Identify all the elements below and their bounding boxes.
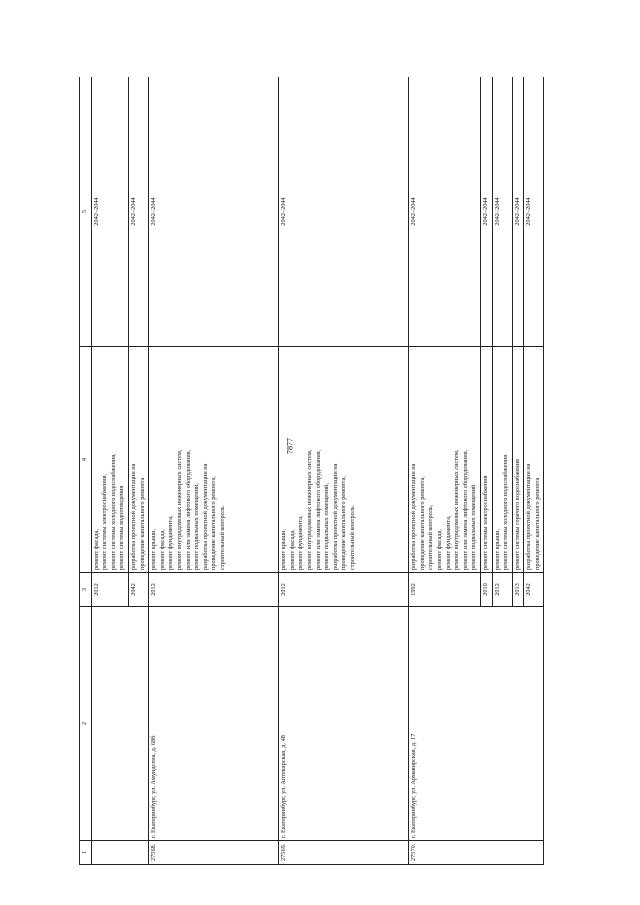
planned-period-cell: 2042–2044 — [492, 77, 512, 347]
work-item: разработка проектной документации на — [129, 463, 137, 570]
work-item: ремонт внутридомовых инженерных систем, — [453, 449, 461, 570]
planned-period-cell: 2042–2044 — [512, 77, 524, 347]
work-item: ремонт или замена лифтового оборудования, — [461, 449, 469, 570]
work-item: ремонт крыши, — [150, 528, 158, 570]
work-item: проведение капитального ремонта, — [340, 476, 348, 570]
table-row — [279, 77, 409, 865]
row-number: 27570. — [409, 841, 544, 865]
work-item: ремонт фундамента, — [297, 515, 305, 570]
table-row — [149, 77, 279, 865]
work-item: ремонт системы горячего водоснабжения — [513, 459, 521, 570]
work-item: ремонт системы холодного водоснабжения, — [109, 453, 117, 570]
row-number — [91, 841, 149, 865]
commission-year-cell: 2013 — [512, 573, 524, 607]
header-row — [80, 77, 92, 865]
work-item: ремонт фасада, — [435, 529, 443, 570]
works-cell — [91, 347, 128, 573]
work-item: ремонт системы электроснабжения — [481, 475, 489, 570]
commission-year-cell: 2012 — [279, 573, 409, 607]
commission-year-cell: 2012 — [91, 573, 128, 607]
repair-schedule-table — [79, 77, 544, 865]
works-cell — [279, 347, 409, 573]
work-item: ремонт системы холодного водоснабжения — [502, 454, 510, 570]
header-cell: 3 — [80, 573, 92, 607]
commission-year-cell: 1992 — [409, 573, 481, 607]
work-item: ремонт фундамента, — [444, 515, 452, 570]
works-cell — [492, 347, 512, 573]
works-cell — [149, 347, 279, 573]
work-item: ремонт внутридомовых инженерных систем, — [305, 449, 313, 570]
works-cell — [524, 347, 544, 573]
rotated-table-area — [79, 77, 601, 865]
work-item: ремонт фундамента, — [167, 515, 175, 570]
header-cell: 2 — [80, 607, 92, 841]
works-cell — [512, 347, 524, 573]
work-item: разработка проектной документации на — [410, 463, 418, 570]
row-number: 27568. — [149, 841, 279, 865]
table-body — [80, 77, 544, 865]
work-item: проведение капитального ремонта — [138, 477, 146, 570]
address-cell: г. Екатеринбург, ул. Армавирская, д. 17 — [409, 607, 544, 841]
commission-year-cell: 2010 — [480, 573, 492, 607]
page-number: 7877 — [285, 438, 295, 454]
work-item: разработка проектной документации на — [525, 463, 533, 570]
commission-year-cell: 2012 — [149, 573, 279, 607]
planned-period-cell: 2042–2044 — [480, 77, 492, 347]
address-cell: г. Екатеринбург, ул. Аптекарская, д. 48 — [279, 607, 409, 841]
works-cell — [480, 347, 492, 573]
register-sheet — [79, 77, 601, 865]
address-cell — [91, 607, 149, 841]
work-item: разработка проектной документации на — [331, 463, 339, 570]
work-item: ремонт крыши, — [493, 528, 501, 570]
work-item: ремонт подвальных помещений, — [193, 483, 201, 570]
table-row — [91, 77, 128, 865]
work-item: ремонт системы водоотведения — [118, 485, 126, 570]
work-item: проведение капитального ремонта — [533, 477, 541, 570]
header-cell: 1 — [80, 841, 92, 865]
work-item: строительный контроль — [218, 506, 226, 570]
header-cell: 4 — [80, 347, 92, 573]
planned-period-cell: 2042–2044 — [128, 77, 148, 347]
commission-year-cell: 2042 — [128, 573, 148, 607]
works-cell — [409, 347, 481, 573]
work-item: ремонт крыши, — [280, 528, 288, 570]
work-item: ремонт системы электроснабжения, — [101, 473, 109, 570]
row-number: 27569. — [279, 841, 409, 865]
header-cell: 5 — [80, 77, 92, 347]
work-item: ремонт внутридомовых инженерных систем, — [175, 449, 183, 570]
work-item: ремонт или замена лифтового оборудования, — [184, 449, 192, 570]
planned-period-cell: 2042–2044 — [91, 77, 128, 347]
commission-year-cell: 2012 — [492, 573, 512, 607]
work-item: разработка проектной документации на — [201, 463, 209, 570]
work-item: проведение капитального ремонта, — [418, 476, 426, 570]
planned-period-cell: 2042–2044 — [409, 77, 481, 347]
planned-period-cell: 2042–2044 — [149, 77, 279, 347]
work-item: ремонт фасада, — [288, 529, 296, 570]
work-item: ремонт фасада, — [158, 529, 166, 570]
work-item: строительный контроль — [348, 506, 356, 570]
planned-period-cell: 2042–2044 — [524, 77, 544, 347]
address-cell: г. Екатеринбург, ул. Амундсена, д. 68б — [149, 607, 279, 841]
table-row — [409, 77, 481, 865]
work-item: строительный контроль, — [427, 504, 435, 570]
work-item: ремонт подвальных помещений — [470, 484, 478, 570]
commission-year-cell: 2042 — [524, 573, 544, 607]
work-item: проведение капитального ремонта, — [210, 476, 218, 570]
works-cell — [128, 347, 148, 573]
work-item: ремонт или замена лифтового оборудования, — [314, 449, 322, 570]
work-item: ремонт фасада, — [92, 529, 100, 570]
work-item: ремонт подвальных помещений, — [323, 483, 331, 570]
planned-period-cell: 2042–2044 — [279, 77, 409, 347]
